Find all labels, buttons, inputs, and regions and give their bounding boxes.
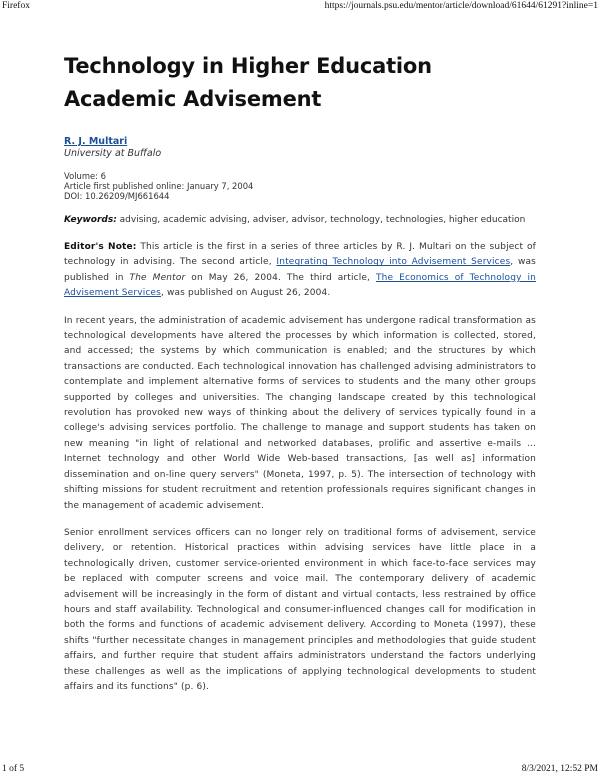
journal-name: The Mentor — [129, 272, 186, 283]
article-content — [64, 50, 536, 695]
editors-note-text: , was published on August 26, 2004. — [160, 288, 331, 299]
print-footer-page: 1 of 5 — [2, 764, 25, 774]
author-link[interactable]: R. J. Multari — [64, 136, 128, 147]
print-header-url: https://journals.psu.edu/mentor/article/download/61644/61291?inline=1 — [324, 1, 598, 11]
volume-text: Volume: 6 — [64, 171, 106, 181]
keywords-label: Keywords: — [64, 215, 117, 225]
article-title-line2: Academic Advisement — [64, 87, 322, 111]
body-paragraph-2: Senior enrollment services officers can no longer rely on traditional forms of advisement, service delivery, or retention. Historical practices within advising services have little place in a technologically driven, customer service-oriented environment in which face-to-face services may be replaced with computer screens and voice mail. The contemporary delivery of academic advisement will be increasingly in the form of distant and virtual contacts, less restrained by office hours and staff availability. Technological and consumer-influenced changes call for modification in both the forms and functions of academic advisement delivery. According to Moneta (1997), these shifts "further necessitate changes in management principles and methodologies that guide student affairs, and further require that student affairs administrators understand the factors underlying these challenges as well as the implications of applying technological developments to student affairs and its functions" (p. 6). — [64, 527, 536, 692]
print-header — [0, 0, 600, 14]
author-block — [64, 136, 536, 160]
article-title-line1: Technology in Higher Education — [64, 54, 432, 78]
published-date: Article first published online: January 7, 2004 — [64, 181, 254, 191]
editors-note-text: This article is the first in a series of three articles by R. J. Multari on the subject of technology in advising. The second article, — [64, 242, 536, 268]
keywords-list: advising, academic advising, adviser, advisor, technology, technologies, higher education — [119, 215, 526, 225]
body-paragraph-1: In recent years, the administration of academic advisement has undergone radical transformation as technological developments have altered the processes by which information is collected, stored, and accessed; the systems by which communication is enabled; and the structures by which transactions are conducted. Each technological innovation has challenged advising administrators to contemplate and implement alternative forms of services to students and the many other groups supported by colleges and universities. The changing landscape created by this technological revolution has provoked new ways of thinking about the delivery of services typically found in a college's advising services portfolio. The challenge to manage and support students has taken on new meaning "in light of relational and networked databases, prolific and assertive e-mails ... Internet technology and other World Wide Web-based transactions, [as well as] information dissemination and on-line query servers" (Moneta, 1997, p. 5). The intersection of technology with shifting missions for student recruitment and retention professionals requires significant changes in the management of academic advisement. — [64, 315, 536, 511]
article-title — [64, 50, 536, 116]
author-affiliation: University at Buffalo — [64, 148, 162, 159]
link-economics-of-technology[interactable]: The Economics of Technology in Advisement Services — [64, 272, 537, 299]
print-footer-datetime: 8/3/2021, 12:52 PM — [521, 764, 598, 774]
editors-note-label: Editor's Note: — [64, 242, 137, 252]
editors-note — [64, 240, 536, 302]
link-integrating-technology[interactable]: Integrating Technology into Advisement Services — [276, 257, 511, 268]
print-header-browser: Firefox — [2, 1, 30, 11]
doi-text: DOI: 10.26209/MJ661644 — [64, 191, 170, 201]
editors-note-text: on May 26, 2004. The third article, — [191, 272, 371, 283]
article-meta — [64, 171, 536, 201]
print-footer — [0, 762, 600, 776]
keywords — [64, 213, 536, 228]
editors-note-text: , was published in — [64, 257, 537, 283]
